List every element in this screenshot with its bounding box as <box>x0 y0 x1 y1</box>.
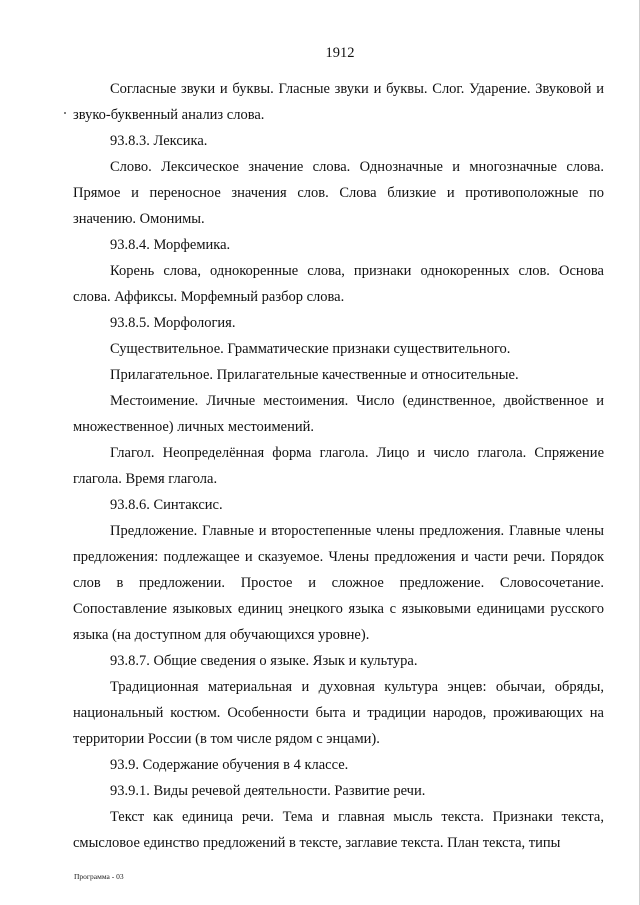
page-number: 1912 <box>325 45 355 61</box>
paragraph-morphemics: Корень слова, однокоренные слова, признаки однокоренных слов. Основа слова. Аффиксы. Морфемный разбор слова. <box>73 263 604 305</box>
heading-speech-development: 93.9.1. Виды речевой деятельности. Развитие речи. <box>110 783 426 799</box>
body-text <box>73 76 604 856</box>
paragraph-syntax: Предложение. Главные и второстепенные члены предложения. Главные члены предложения: подлежащее и сказуемое. Члены предложения и части речи. Порядок слов в предложении. Простое и сложное предложение. Словосочетание. Сопоставление языковых единиц энецкого языка с языковыми единицами русского языка (на доступном для обучающихся уровне). <box>73 523 604 643</box>
heading-morphemics: 93.8.4. Морфемика. <box>110 237 231 253</box>
paragraph-phonetics: Согласные звуки и буквы. Гласные звуки и буквы. Слог. Ударение. Звуковой и звуко-буквенный анализ слова. <box>73 81 604 123</box>
scan-speck <box>64 112 66 114</box>
paragraph-text-unit: Текст как единица речи. Тема и главная мысль текста. Признаки текста, смысловое единство предложений в тексте, заглавие текста. План текста, типы <box>73 809 604 851</box>
paragraph-culture: Традиционная материальная и духовная культура энцев: обычаи, обряды, национальный костюм. Особенности быта и традиции народов, проживающих на территории России (в том числе рядом с энцами). <box>73 679 604 747</box>
heading-syntax: 93.8.6. Синтаксис. <box>110 497 223 513</box>
heading-language-culture: 93.8.7. Общие сведения о языке. Язык и культура. <box>110 653 418 669</box>
footer-label: Программа - 03 <box>74 872 124 881</box>
heading-morphology: 93.8.5. Морфология. <box>110 315 236 331</box>
heading-grade-4: 93.9. Содержание обучения в 4 классе. <box>110 757 349 773</box>
paragraph-noun: Существительное. Грамматические признаки существительного. <box>110 341 511 357</box>
paragraph-adjective: Прилагательное. Прилагательные качественные и относительные. <box>110 367 519 383</box>
paragraph-verb: Глагол. Неопределённая форма глагола. Лицо и число глагола. Спряжение глагола. Время глагола. <box>73 445 604 487</box>
paragraph-pronoun: Местоимение. Личные местоимения. Число (единственное, двойственное и множественное) личных местоимений. <box>73 393 604 435</box>
heading-lexicon: 93.8.3. Лексика. <box>110 133 208 149</box>
paragraph-lexicon: Слово. Лексическое значение слова. Однозначные и многозначные слова. Прямое и переносное значения слов. Слова близкие и противоположные по значению. Омонимы. <box>73 159 604 227</box>
